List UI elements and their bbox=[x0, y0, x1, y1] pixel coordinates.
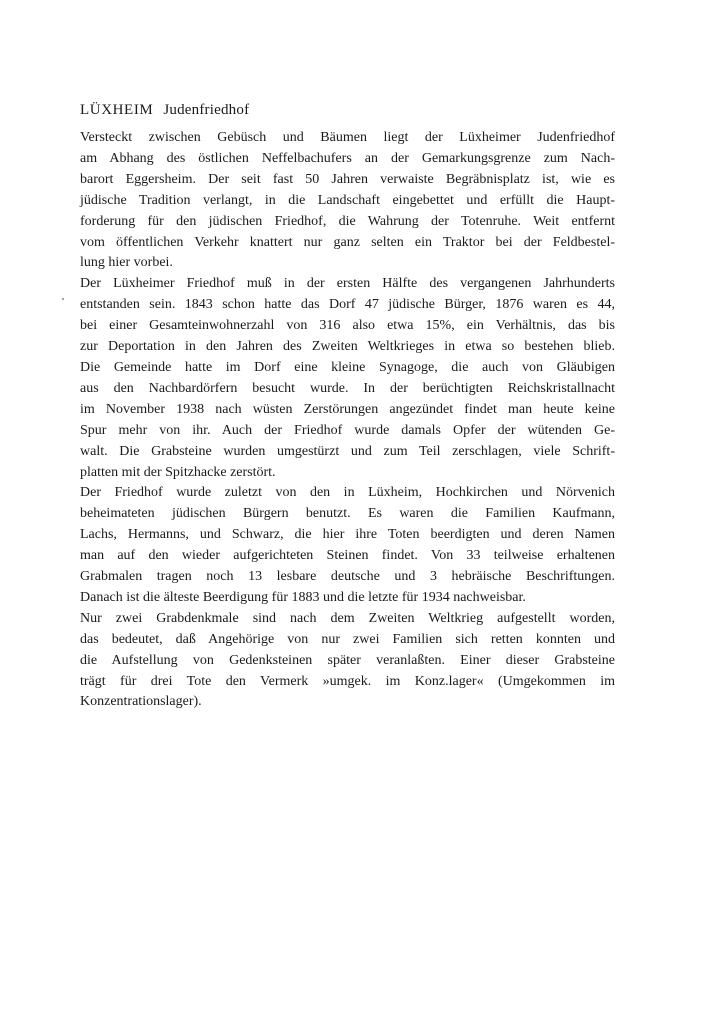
text-line: trägt für drei Tote den Vermerk »umgek. im Konz.lager« (Umgekommen im bbox=[80, 673, 615, 689]
heading-subtitle: Judenfriedhof bbox=[163, 102, 250, 118]
text-line: Versteckt zwischen Gebüsch und Bäumen liegt der Lüxheimer Judenfriedhof bbox=[80, 130, 615, 145]
paragraph bbox=[80, 483, 615, 608]
text-line: Danach ist die älteste Beerdigung für 1883 und die letzte für 1934 nachweisbar. bbox=[80, 589, 526, 605]
margin-mark bbox=[62, 298, 64, 300]
text-line: Die Gemeinde hatte im Dorf eine kleine Synagoge, die auch von Gläubigen bbox=[80, 359, 615, 375]
text-line: barort Eggersheim. Der seit fast 50 Jahren verwaiste Begräbnisplatz ist, wie es bbox=[80, 171, 615, 187]
text-line: Nur zwei Grabdenkmale sind nach dem Zweiten Weltkrieg aufgestellt worden, bbox=[80, 610, 615, 626]
text-line: lung hier vorbei. bbox=[80, 255, 173, 271]
text-line: beheimateten jüdischen Bürgern benutzt. Es waren die Familien Kaufmann, bbox=[80, 506, 615, 522]
paragraph bbox=[80, 274, 615, 483]
paragraph bbox=[80, 609, 615, 714]
text-line: aus den Nachbardörfern besucht wurde. In der berüchtigten Reichskristallnacht bbox=[80, 380, 615, 396]
heading-place: LÜXHEIM bbox=[80, 102, 154, 118]
text-line: Der Friedhof wurde zuletzt von den in Lüxheim, Hochkirchen und Nörvenich bbox=[80, 485, 615, 501]
text-line: das bedeutet, daß Angehörige von nur zwei Familien sich retten konnten und bbox=[80, 631, 615, 647]
text-line: Konzentrationslager). bbox=[80, 694, 202, 710]
text-line: am Abhang des östlichen Neffelbachufers an der Gemarkungsgrenze zum Nach- bbox=[80, 150, 615, 166]
text-line: man auf den wieder aufgerichteten Steinen findet. Von 33 teilweise erhaltenen bbox=[80, 548, 615, 564]
paragraph bbox=[80, 128, 615, 274]
text-line: jüdische Tradition verlangt, in die Landschaft eingebettet und erfüllt die Haupt- bbox=[80, 192, 615, 208]
text-line: walt. Die Grabsteine wurden umgestürzt und zum Teil zerschlagen, viele Schrift- bbox=[80, 443, 615, 459]
text-line: Der Lüxheimer Friedhof muß in der ersten Hälfte des vergangenen Jahrhunderts bbox=[80, 276, 615, 292]
text-line: bei einer Gesamteinwohnerzahl von 316 also etwa 15%, ein Verhältnis, das bis bbox=[80, 318, 615, 334]
text-line: zur Deportation in den Jahren des Zweiten Weltkrieges in etwa so bestehen blieb. bbox=[80, 339, 615, 355]
text-line: Spur mehr von ihr. Auch der Friedhof wurde damals Opfer der wütenden Ge- bbox=[80, 422, 615, 438]
document-page bbox=[80, 100, 615, 713]
text-line: platten mit der Spitzhacke zerstört. bbox=[80, 464, 276, 480]
text-line: forderung für den jüdischen Friedhof, die Wahrung der Totenruhe. Weit entfernt bbox=[80, 213, 615, 229]
body-text bbox=[80, 128, 615, 713]
text-line: im November 1938 nach wüsten Zerstörungen angezündet findet man heute keine bbox=[80, 401, 615, 417]
text-line: entstanden sein. 1843 schon hatte das Dorf 47 jüdische Bürger, 1876 waren es 44, bbox=[80, 297, 615, 313]
text-line: vom öffentlichen Verkehr knattert nur ganz selten ein Traktor bei der Feldbestel- bbox=[80, 234, 615, 250]
text-line: die Aufstellung von Gedenksteinen später veranlaßten. Einer dieser Grabsteine bbox=[80, 652, 615, 668]
text-line: Grabmalen tragen noch 13 lesbare deutsche und 3 hebräische Beschriftungen. bbox=[80, 569, 615, 585]
text-line: Lachs, Hermanns, und Schwarz, die hier ihre Toten beerdigten und deren Namen bbox=[80, 527, 615, 543]
page-heading bbox=[80, 100, 615, 120]
